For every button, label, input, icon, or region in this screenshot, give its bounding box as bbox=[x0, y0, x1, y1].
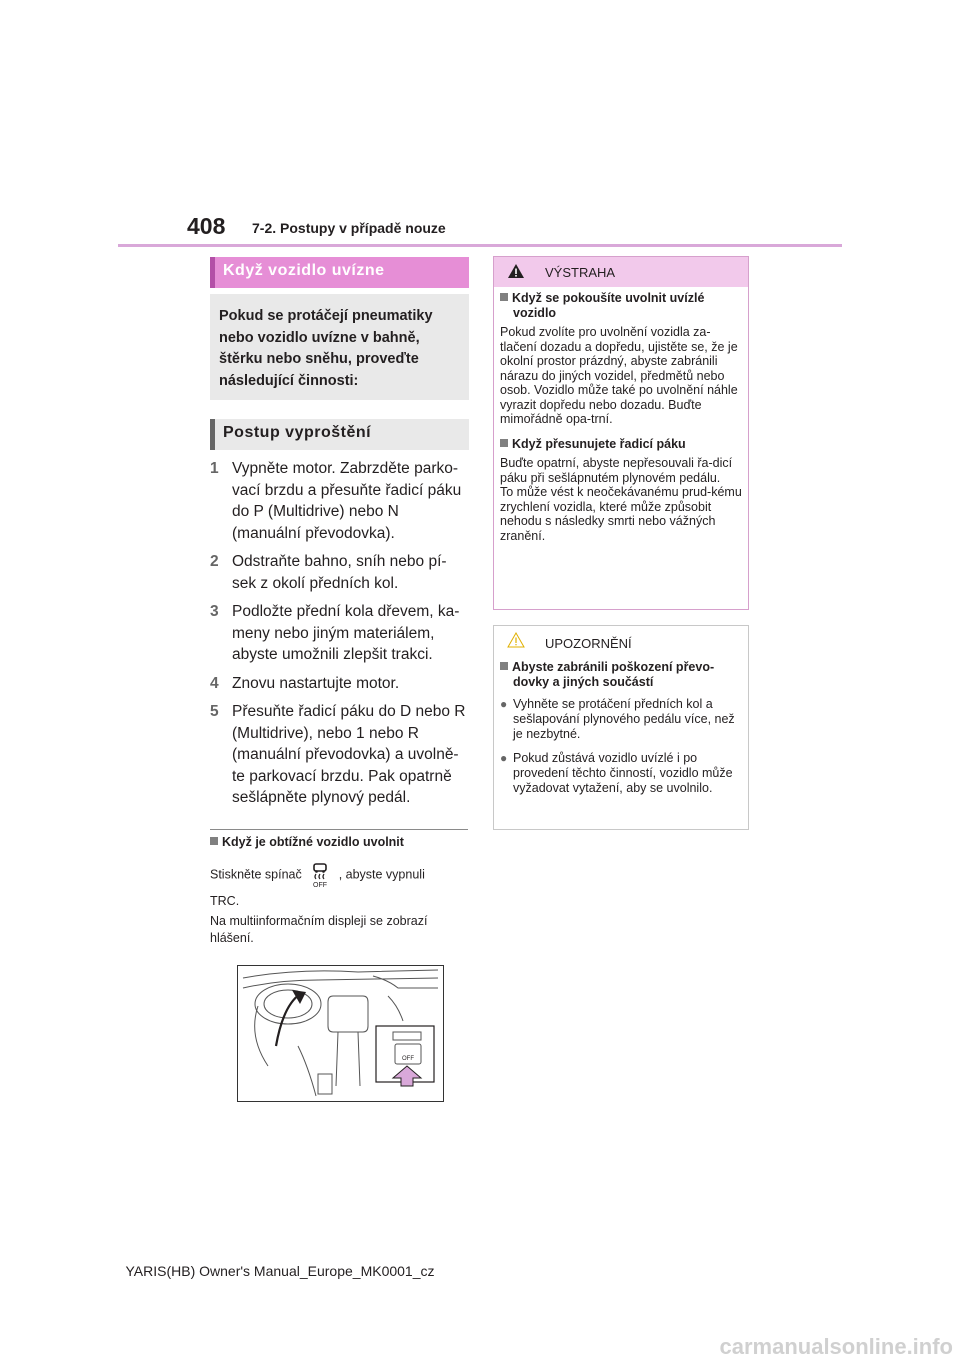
section-title: 7-2. Postupy v případě nouze bbox=[252, 220, 446, 236]
note-heading-text: Když je obtížné vozidlo uvolnit bbox=[222, 835, 404, 849]
caution-heading bbox=[500, 660, 744, 689]
step-number: 3 bbox=[210, 603, 219, 620]
intro-text: Pokud se protáčejí pneumatiky nebo vozidlo uvízne v bahně, štěrku nebo sněhu, proveďte následující činnosti: bbox=[219, 308, 433, 389]
note-line-display: Na multiinformačním displeji se zobrazí hlášení. bbox=[210, 914, 428, 945]
title-when-stuck-text: Když vozidlo uvízne bbox=[223, 262, 385, 279]
step-number: 4 bbox=[210, 674, 219, 692]
step-text: Vypněte motor. Zabrzděte parko-vací brzdu a přesuňte řadicí páku do P (Multidrive) nebo N (manuální převodovka). bbox=[232, 460, 462, 542]
note-text-a: Stiskněte spínač bbox=[210, 867, 302, 882]
trc-off-icon bbox=[309, 862, 331, 888]
note-divider bbox=[210, 829, 468, 830]
warning-paragraph: To může vést k neočekávanému prud-kému zrychlení vozidla, které může způsobit nehodu s následky smrti nebo vážných zranění. bbox=[500, 485, 742, 543]
steps-list bbox=[210, 458, 468, 816]
step-text: Znovu nastartujte motor. bbox=[232, 674, 400, 692]
warning-header bbox=[494, 257, 748, 287]
step-item bbox=[210, 551, 468, 594]
step-text: Přesuňte řadicí páku do D nebo R (Multidrive), nebo 1 nebo R (manuální převodovka) a uvolně-te parkovací brzdu. Pak opatrně sešlápněte plynový pedál. bbox=[232, 703, 466, 806]
warning-paragraph: Pokud zvolíte pro uvolnění vozidla za-tlačení dozadu a dopředu, ujistěte se, že je okolní prostor prázdný, abyste zabránili nárazu do jiných vozidel, předmětů nebo osob. Vozidlo může také po uvolnění náhle vyrazit dopředu nebo dozadu. Buďte mimořádně opa-trní. bbox=[500, 325, 738, 426]
dashboard-illustration bbox=[237, 965, 444, 1102]
note-line-trc: TRC. bbox=[210, 894, 240, 908]
warning-heading bbox=[500, 291, 744, 320]
title-when-stuck bbox=[210, 257, 469, 288]
caution-bullet bbox=[500, 697, 744, 742]
step-item bbox=[210, 458, 468, 544]
square-bullet-icon bbox=[210, 837, 218, 845]
warning-body bbox=[494, 287, 748, 543]
title-accent bbox=[210, 419, 215, 450]
icon-off-label: OFF bbox=[313, 882, 328, 888]
intro-box bbox=[210, 294, 469, 400]
bullet-dot-icon: ● bbox=[500, 697, 508, 711]
caution-triangle-icon bbox=[507, 632, 525, 648]
note-heading bbox=[210, 835, 468, 849]
warning-box bbox=[493, 256, 749, 610]
warning-triangle-icon bbox=[507, 263, 525, 279]
step-text: Odstraňte bahno, sníh nebo pí-sek z okolí předních kol. bbox=[232, 553, 447, 592]
page-number: 408 bbox=[187, 213, 226, 239]
caution-bullet bbox=[500, 751, 744, 796]
warning-heading-text: Když se pokoušíte uvolnit uvízlé vozidlo bbox=[512, 291, 705, 320]
caution-heading-text: Abyste zabránili poškození převo-dovky a jiných součástí bbox=[512, 660, 715, 689]
title-procedure bbox=[210, 419, 469, 450]
title-procedure-text: Postup vyproštění bbox=[223, 424, 372, 441]
warning-paragraph: Buďte opatrní, abyste nepřesouvali řa-dicí páku při sešlápnutém plynovém pedálu. bbox=[500, 456, 733, 485]
bullet-dot-icon: ● bbox=[500, 751, 508, 765]
square-bullet-icon bbox=[500, 293, 508, 301]
caution-header bbox=[494, 626, 748, 656]
step-item bbox=[210, 673, 468, 695]
step-item bbox=[210, 601, 468, 666]
step-number: 5 bbox=[210, 703, 219, 720]
caution-bullet-text: Vyhněte se protáčení předních kol a sešlapování plynového pedálu více, než je nezbytné. bbox=[513, 697, 735, 741]
step-item bbox=[210, 701, 468, 809]
caution-bullet-text: Pokud zůstává vozidlo uvízlé i po provedení těchto činností, vozidlo může vyžadovat vytažení, aby se uvolnilo. bbox=[513, 751, 733, 795]
watermark: carmanualsonline.info bbox=[719, 1334, 953, 1359]
footer bbox=[0, 1263, 960, 1279]
step-number: 1 bbox=[210, 460, 219, 477]
square-bullet-icon bbox=[500, 662, 508, 670]
dashboard-drawing bbox=[238, 966, 443, 1101]
illustration-off-label: OFF bbox=[402, 1056, 414, 1062]
warning-heading-text: Když přesunujete řadicí páku bbox=[512, 436, 686, 451]
caution-box bbox=[493, 625, 749, 830]
step-text: Podložte přední kola dřevem, ka-meny nebo jiným materiálem, abyste umožnili zlepšit trakci. bbox=[232, 603, 460, 663]
caution-title: UPOZORNĚNÍ bbox=[545, 636, 632, 651]
note-text-b: , abyste vypnuli bbox=[338, 867, 425, 882]
caution-body bbox=[494, 656, 748, 796]
warning-heading bbox=[500, 437, 744, 452]
header-rule bbox=[118, 244, 842, 247]
note-line-switch bbox=[210, 862, 470, 888]
square-bullet-icon bbox=[500, 439, 508, 447]
footer-text: YARIS(HB) Owner's Manual_Europe_MK0001_cz bbox=[125, 1263, 435, 1279]
title-accent bbox=[210, 257, 215, 288]
step-number: 2 bbox=[210, 553, 219, 570]
warning-title: VÝSTRAHA bbox=[545, 265, 616, 280]
